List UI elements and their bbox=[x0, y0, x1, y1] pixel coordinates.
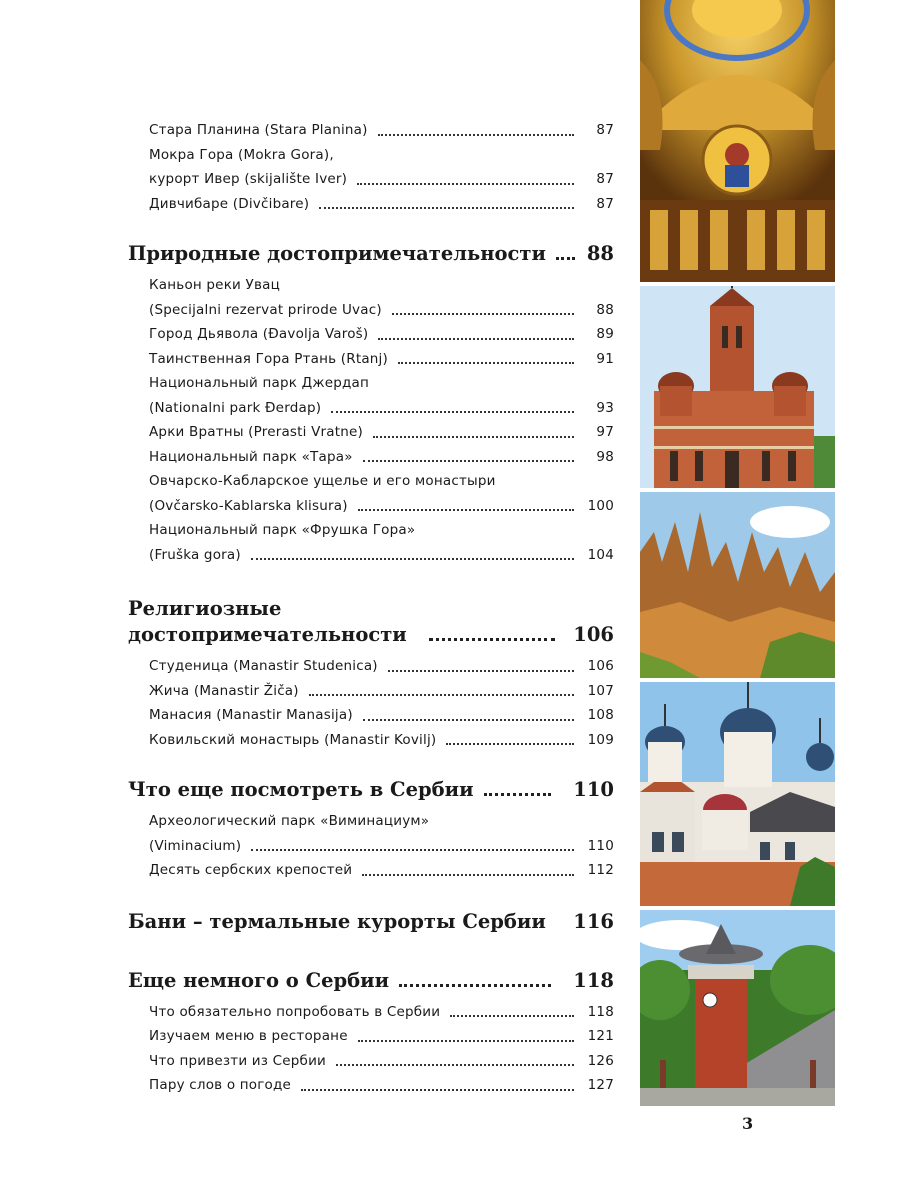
dot-leader bbox=[388, 670, 574, 672]
dot-leader bbox=[319, 207, 574, 209]
entry-page: 126 bbox=[587, 1052, 614, 1069]
toc-entry[interactable]: Изучаем меню в ресторане 121 bbox=[149, 1024, 614, 1049]
dot-leader bbox=[378, 338, 574, 340]
dot-leader bbox=[309, 694, 574, 696]
toc-entry[interactable]: Мокра Гора (Mokra Gora), курорт Ивер (skijalište Iver) 87 bbox=[149, 143, 614, 192]
toc-section-more-sights bbox=[128, 777, 614, 883]
dot-leader bbox=[363, 719, 574, 721]
section-page: 88 bbox=[586, 242, 614, 265]
toc-entry[interactable]: Археологический парк «Виминациум» (Viminacium) 110 bbox=[149, 809, 614, 858]
toc-entry[interactable]: Национальный парк «Тара» 98 bbox=[149, 445, 614, 470]
entry-page: 108 bbox=[587, 707, 614, 723]
toc-entry[interactable]: Ковильский монастырь (Manastir Kovilj) 109 bbox=[149, 728, 614, 753]
entry-page: 127 bbox=[587, 1077, 614, 1093]
entry-page: 118 bbox=[587, 1003, 614, 1020]
toc-entry[interactable]: Национальный парк Джердап (Nationalni park Đerdap) 93 bbox=[149, 371, 614, 420]
entry-page: 107 bbox=[587, 682, 614, 699]
brick-church-image bbox=[640, 286, 835, 488]
entry-page: 88 bbox=[596, 301, 614, 318]
dot-leader bbox=[450, 1015, 574, 1017]
page-number: 3 bbox=[742, 1114, 754, 1133]
entry-page: 87 bbox=[596, 171, 614, 187]
toc-section-about-serbia bbox=[128, 968, 614, 1098]
dot-leader bbox=[358, 509, 574, 511]
dot-leader bbox=[358, 1040, 574, 1042]
dot-leader bbox=[336, 1064, 574, 1066]
entry-page: 104 bbox=[587, 546, 614, 563]
toc-section-continued bbox=[128, 118, 614, 216]
photo-rail bbox=[640, 0, 835, 1110]
toc-section-spas bbox=[128, 909, 614, 935]
entry-page: 91 bbox=[596, 350, 614, 367]
toc-entry[interactable]: Что обязательно попробовать в Сербии 118 bbox=[149, 1000, 614, 1025]
dome-mosaic-image bbox=[640, 0, 835, 282]
dot-leader bbox=[251, 558, 574, 560]
toc-entry[interactable]: Дивчибаре (Divčibare) 87 bbox=[149, 192, 614, 217]
entry-page: 87 bbox=[596, 195, 614, 212]
toc-entry[interactable]: Таинственная Гора Ртань (Rtanj) 91 bbox=[149, 347, 614, 372]
entry-page: 97 bbox=[596, 424, 614, 440]
toc-entry[interactable]: Стара Планина (Stara Planina) 87 bbox=[149, 118, 614, 143]
section-page: 110 bbox=[573, 778, 614, 801]
rock-formations-photo bbox=[640, 492, 835, 682]
cathedral-dome-photo bbox=[640, 0, 835, 286]
toc-entry[interactable]: Пару слов о погоде 127 bbox=[149, 1073, 614, 1098]
toc-entry[interactable]: Арки Вратны (Prerasti Vratne) 97 bbox=[149, 420, 614, 445]
section-heading[interactable]: Природные достопримечательности 88 bbox=[128, 242, 614, 265]
toc-section-religious bbox=[128, 596, 614, 752]
dot-leader bbox=[446, 743, 574, 745]
toc-entry[interactable]: Что привезти из Сербии 126 bbox=[149, 1049, 614, 1074]
section-page: 106 bbox=[573, 623, 614, 646]
section-heading[interactable]: Бани – термальные курорты Сербии 116 bbox=[128, 909, 614, 933]
dot-leader bbox=[363, 460, 574, 462]
dot-leader bbox=[362, 874, 574, 876]
section-page: 116 bbox=[573, 909, 614, 933]
section-heading[interactable]: Религиозные достопримечательности 106 bbox=[128, 597, 614, 646]
table-of-contents bbox=[128, 118, 614, 1098]
entry-page: 121 bbox=[587, 1028, 614, 1044]
entry-page: 100 bbox=[587, 497, 614, 514]
toc-section-nature bbox=[128, 241, 614, 567]
dot-leader bbox=[373, 436, 574, 438]
dot-leader bbox=[398, 362, 574, 364]
toc-entry[interactable]: Каньон реки Увац (Specijalni rezervat prirode Uvac) 88 bbox=[149, 273, 614, 322]
spa-resort-photo bbox=[640, 910, 835, 1106]
entry-page: 98 bbox=[596, 448, 614, 465]
toc-entry[interactable]: Манасия (Manastir Manasija) 108 bbox=[149, 703, 614, 728]
dot-leader bbox=[399, 984, 551, 987]
toc-entry[interactable]: Национальный парк «Фрушка Гора» (Fruška gora) 104 bbox=[149, 518, 614, 567]
dot-leader bbox=[556, 257, 575, 260]
spa-tower-image bbox=[640, 910, 835, 1106]
church-photo bbox=[640, 286, 835, 492]
monastery-photo bbox=[640, 682, 835, 910]
toc-entry[interactable]: Овчарско-Кабларское ущелье и его монастыри (Ovčarsko-Kablarska klisura) 100 bbox=[149, 469, 614, 518]
entry-page: 106 bbox=[587, 658, 614, 674]
entry-page: 87 bbox=[596, 122, 614, 138]
dot-leader bbox=[251, 849, 574, 851]
section-heading[interactable]: Еще немного о Сербии 118 bbox=[128, 968, 614, 992]
devils-town-image bbox=[640, 492, 835, 678]
dot-leader bbox=[484, 793, 552, 796]
toc-entry[interactable]: Десять сербских крепостей 112 bbox=[149, 858, 614, 883]
toc-entry[interactable]: Жича (Manastir Žiča) 107 bbox=[149, 679, 614, 704]
section-page: 118 bbox=[573, 968, 614, 992]
dot-leader bbox=[429, 638, 556, 641]
entry-page: 89 bbox=[596, 326, 614, 342]
monastery-domes-image bbox=[640, 682, 835, 906]
section-heading[interactable]: Что еще посмотреть в Сербии 110 bbox=[128, 778, 614, 801]
dot-leader bbox=[301, 1089, 574, 1091]
dot-leader bbox=[378, 134, 574, 136]
toc-entry[interactable]: Город Дьявола (Đavolja Varoš) 89 bbox=[149, 322, 614, 347]
entry-page: 109 bbox=[587, 731, 614, 748]
dot-leader bbox=[392, 313, 574, 315]
dot-leader bbox=[357, 183, 574, 185]
entry-page: 112 bbox=[587, 862, 614, 878]
dot-leader bbox=[331, 411, 574, 413]
entry-page: 93 bbox=[596, 399, 614, 416]
entry-page: 110 bbox=[587, 837, 614, 854]
toc-entry[interactable]: Студеница (Manastir Studenica) 106 bbox=[149, 654, 614, 679]
